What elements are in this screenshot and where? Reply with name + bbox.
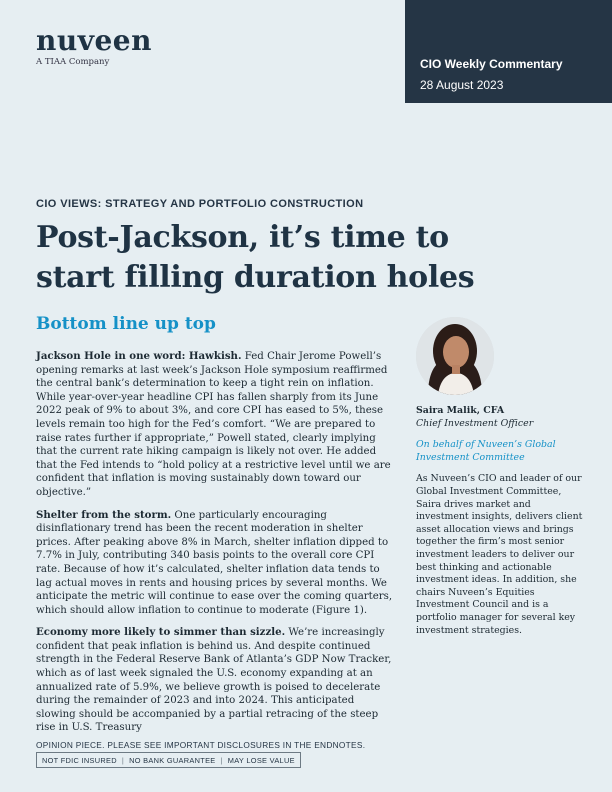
badge-divider: |: [220, 755, 223, 765]
title-line-2: start filling duration holes: [36, 260, 475, 295]
nuveen-logo: [36, 24, 152, 67]
author-affiliation: On behalf of Nuveen’s Global Investment Committee: [416, 439, 556, 463]
logo-wordmark: nuveen: [36, 24, 152, 57]
paragraph-body: Fed Chair Jerome Powell’s opening remarks at last week’s Jackson Hole symposium reaffirmed the central bank’s determination to keep a tight rein on inflation. While year-over-year headline CPI has fallen sharply from its June 2022 peak of 9% to about 3%, and core CPI has eased to 5%, these levels remain too high for the Fed’s comfort. “We are prepared to raise rates further if appropriate,” Powell stated, clearly implying that the current rate hiking campaign is likely not over. He added that the Fed intends to “hold policy at a restrictive level until we are confident that inflation is moving sustainably down toward our objective.”: [36, 351, 391, 498]
badge-no-guarantee: NO BANK GUARANTEE: [129, 755, 216, 765]
regulatory-badges: [36, 752, 301, 768]
badge-not-fdic: NOT FDIC INSURED: [42, 755, 117, 765]
header-box: [405, 0, 612, 103]
author-photo: [416, 317, 494, 395]
author-name: Saira Malik, CFA: [416, 405, 505, 416]
paragraph: [36, 626, 396, 735]
paragraph-lead: Jackson Hole in one word: Hawkish.: [36, 350, 242, 362]
paragraph: [36, 509, 396, 618]
section-heading: Bottom line up top: [36, 314, 216, 334]
paragraph-body: One particularly encouraging disinflationary trend has been the recent moderation in shelter prices. After peaking above 8% in March, shelter inflation dipped to 7.7% in July, contributing 340 basis points to the overall core CPI rate. Because of how it’s calculated, shelter inflation data tends to lag actual moves in rents and housing prices by several months. We anticipate the metric will continue to ease over the coming quarters, which should allow inflation to continue to moderate (Figure 1).: [36, 509, 393, 616]
paragraph: [36, 350, 396, 500]
page-title: [36, 218, 576, 298]
series-title: CIO Weekly Commentary: [420, 57, 563, 71]
paragraph-lead: Economy more likely to simmer than sizzle.: [36, 626, 286, 639]
main-column: [36, 350, 396, 744]
author-role: Chief Investment Officer: [416, 417, 534, 429]
logo-tagline: A TIAA Company: [36, 57, 110, 67]
paragraph-body: We’re increasingly confident that peak inflation is behind us. And despite continued strength in the Federal Reserve Bank of Atlanta’s GDP Now Tracker, which as of last week signaled the U.S. economy expanding at an annualized rate of 5.9%, we believe growth is poised to decelerate during the remainder of 2023 and into 2024. This anticipated slowing should be accompanied by a partial retracing of the steep rise in U.S. Treasury: [36, 627, 392, 734]
publication-date: 28 August 2023: [420, 78, 504, 92]
disclosure-note: OPINION PIECE. PLEASE SEE IMPORTANT DISCLOSURES IN THE ENDNOTES.: [36, 740, 366, 750]
author-bio: As Nuveen’s CIO and leader of our Global Investment Committee, Saira drives market and investment insights, delivers client asset allocation views and brings together the firm’s most senior investment leaders to deliver our best thinking and actionable investment ideas. In addition, she chairs Nuveen’s Equities Investment Council and is a portfolio manager for several key investment strategies.: [416, 473, 583, 636]
author-sidebar: [416, 405, 584, 637]
title-line-1: Post-Jackson, it’s time to: [36, 220, 449, 255]
badge-divider: |: [121, 755, 125, 765]
paragraph-lead: Shelter from the storm.: [36, 508, 172, 521]
badge-may-lose-value: MAY LOSE VALUE: [227, 755, 295, 765]
section-kicker: CIO VIEWS: STRATEGY AND PORTFOLIO CONSTRUCTION: [36, 198, 364, 210]
